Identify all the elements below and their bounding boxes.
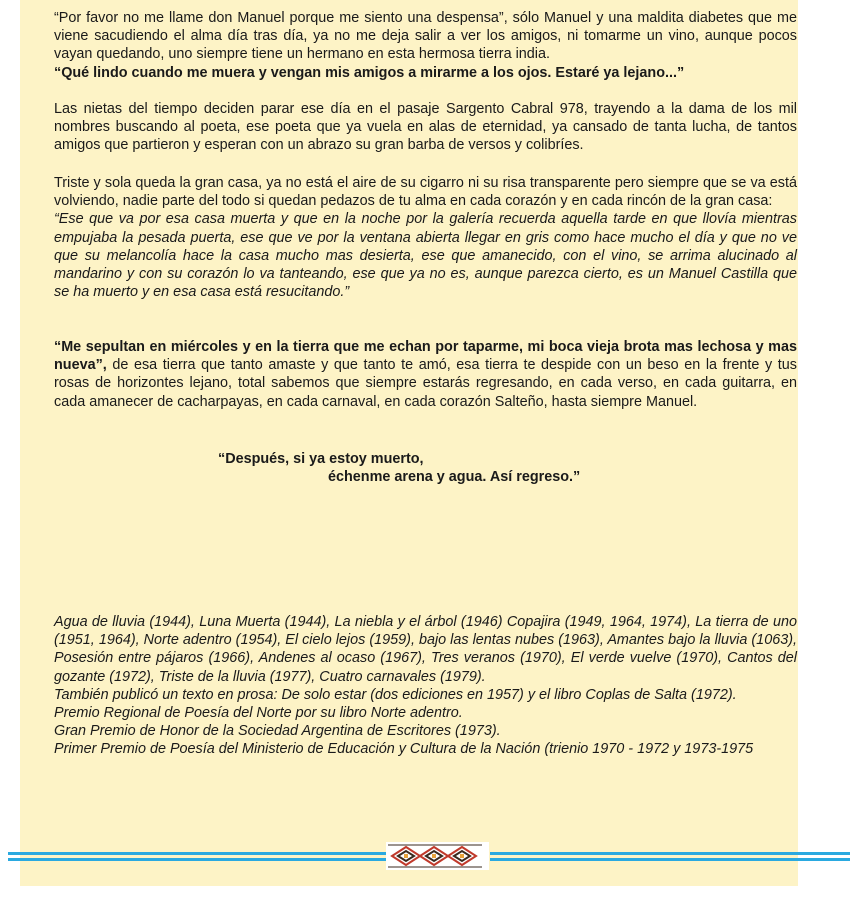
paragraph-4-text: de esa tierra que tanto amaste y que tanto te amó, esa tierra te despide con un beso en la frente y tus rosas de horizontes lejano, total sabemos que siempre estarás regresando, en cada verso, en cada guitarra, en cada amanecer de cacharpayas, en cada carnaval, en cada corazón Salteño, hasta siempre Manuel.	[54, 357, 797, 410]
award-ministry: Primer Premio de Poesía del Ministerio de Educación y Cultura de la Nación (trienio 1970 - 1972 y 1973-1975	[54, 741, 754, 757]
paragraph-4	[54, 338, 797, 411]
footer-rule-left-bottom	[8, 858, 386, 861]
paragraph-3-text: Triste y sola queda la gran casa, ya no está el aire de su cigarro ni su risa transparente pero siempre que se va está volviendo, nadie parte del todo si quedan pedazos de tu alma en cada corazón y en cada rincón de la gran casa:	[54, 175, 797, 210]
closing-quote-line-1: “Después, si ya estoy muerto,	[218, 451, 424, 467]
award-regional: Premio Regional de Poesía del Norte por su libro Norte adentro.	[54, 705, 463, 721]
paragraph-3	[54, 174, 797, 301]
works-list: Agua de lluvia (1944), Luna Muerta (1944), La niebla y el árbol (1946) Copajira (1949, 1964, 1974), La tierra de uno (1951, 1964), Norte adentro (1954), El cielo lejos (1959), bajo las lentas nubes (1963), Amantes bajo la lluvia (1063), Posesión entre pájaros (1966), Andenes al ocaso (1967), Tres veranos (1970), El verde vuelve (1970), Cantos del gozante (1972), Triste de la lluvia (1977), Cuatro carnavales (1979).	[54, 614, 797, 685]
prose-note: También publicó un texto en prosa: De solo estar (dos ediciones en 1957) y el libro Coplas de Salta (1972).	[54, 687, 737, 703]
footer-rule-right-top	[490, 852, 850, 855]
andean-pattern-ornament-icon	[386, 842, 489, 870]
paragraph-1-quote: “Qué lindo cuando me muera y vengan mis amigos a mirarme a los ojos. Estaré ya lejano...”	[54, 64, 685, 81]
paragraph-4-quote: “Me sepultan en miércoles y en la tierra que me echan por taparme, mi boca vieja brota mas lechosa y mas nueva”,	[54, 339, 797, 374]
paragraph-2: Las nietas del tiempo deciden parar ese día en el pasaje Sargento Cabral 978, trayendo a la dama de los mil nombres buscando al poeta, ese poeta que ya vuela en alas de eternidad, ya cansado de tanta lucha, de tantos amigos que partieron y esperan con un abrazo su gran barba de versos y colibríes.	[54, 101, 797, 154]
award-sade: Gran Premio de Honor de la Sociedad Argentina de Escritores (1973).	[54, 723, 501, 739]
closing-quote-line-2: échenme arena y agua. Así regreso.”	[328, 469, 581, 485]
paragraph-1	[54, 9, 797, 82]
footer-rule-right-bottom	[490, 858, 850, 861]
paragraph-1-text: “Por favor no me llame don Manuel porque me siento una despensa”, sólo Manuel y una maldita diabetes que me viene sacudiendo el alma día tras día, ya no me deja salir a ver los amigos, ni tomarme un vino, aunque pocos vayan quedando, uno siempre tiene un hermano en esta hermosa tierra india.	[54, 10, 797, 63]
footer-rule-left-top	[8, 852, 386, 855]
paragraph-3-quote: “Ese que va por esa casa muerta y que en la noche por la galería recuerda aquella tarde en que llovía mientras empujaba la pesada puerta, ese que ve por la ventana abierta llegar en gris como hace mucho el día y que no ve que su melancolía hace la casa mucho mas desierta, ese que amanecido, con el vino, se arrima alucinado al mandarino y con su corazón lo va tanteando, ese que ya no es, aunque parezca cierto, es un Manuel Castilla que se ha muerto y en esa casa está resucitando.”	[54, 211, 797, 301]
